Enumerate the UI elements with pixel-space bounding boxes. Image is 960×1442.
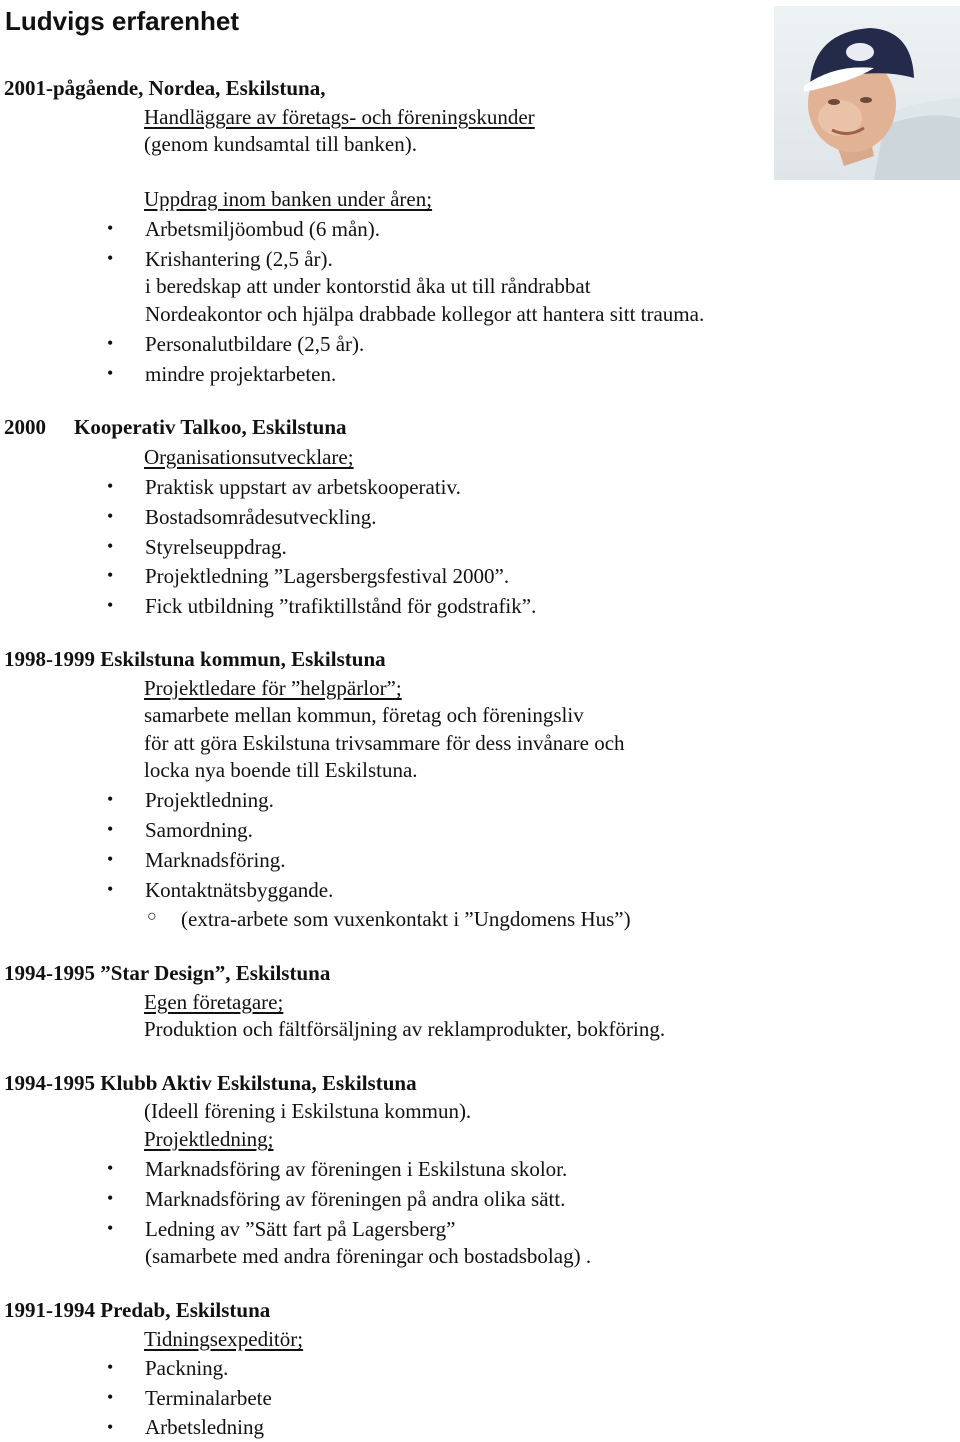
- entry-heading: 1994-1995 Klubb Aktiv Eskilstuna, Eskilstuna: [4, 1071, 417, 1095]
- list-item: Marknadsföring av föreningen i Eskilstuna skolor.: [145, 1157, 568, 1181]
- entry-heading: 1991-1994 Predab, Eskilstuna: [4, 1298, 271, 1322]
- list-item: Arbetsmiljöombud (6 mån).: [145, 217, 381, 241]
- entry-desc: Nordeakontor och hjälpa drabbade kollegor att hantera sitt trauma.: [145, 302, 705, 326]
- bullet-marker: •: [107, 506, 114, 526]
- entry-heading: Kooperativ Talkoo, Eskilstuna: [74, 415, 347, 439]
- bullet-marker: •: [107, 1218, 114, 1238]
- bullet-marker: •: [107, 1188, 114, 1208]
- list-item: Projektledning ”Lagersbergsfestival 2000”.: [145, 564, 510, 588]
- list-item: Marknadsföring.: [145, 848, 286, 872]
- bullet-marker: •: [107, 595, 114, 615]
- bullet-marker: •: [107, 789, 114, 809]
- profile-photo: [774, 6, 960, 180]
- entry-desc: (Ideell förening i Eskilstuna kommun).: [144, 1099, 472, 1123]
- bullet-marker: •: [107, 1357, 114, 1377]
- entry-heading: 2001-pågående, Nordea, Eskilstuna,: [4, 76, 326, 100]
- list-item: Terminalarbete: [145, 1386, 272, 1410]
- entry-desc: samarbete mellan kommun, företag och föreningsliv: [144, 703, 584, 727]
- list-item: Bostadsområdesutveckling.: [145, 505, 377, 529]
- entry-heading: 1994-1995 ”Star Design”, Eskilstuna: [4, 961, 331, 985]
- entry-sub-heading: Uppdrag inom banken under åren;: [144, 187, 433, 211]
- bullet-marker: •: [107, 849, 114, 869]
- entry-role: Projektledning;: [144, 1127, 274, 1151]
- list-item: Kontaktnätsbyggande.: [145, 878, 334, 902]
- list-item: Styrelseuppdrag.: [145, 535, 287, 559]
- bullet-marker: •: [107, 333, 114, 353]
- bullet-marker: •: [107, 248, 114, 268]
- list-item: Praktisk uppstart av arbetskooperativ.: [145, 475, 461, 499]
- list-item: Ledning av ”Sätt fart på Lagersberg”: [145, 1217, 456, 1241]
- list-item: mindre projektarbeten.: [145, 362, 337, 386]
- entry-desc: (samarbete med andra föreningar och bostadsbolag) .: [145, 1244, 592, 1268]
- list-item: Krishantering (2,5 år).: [145, 247, 333, 271]
- bullet-marker: •: [107, 218, 114, 238]
- bullet-marker: •: [107, 819, 114, 839]
- entry-desc: locka nya boende till Eskilstuna.: [144, 758, 418, 782]
- entry-heading: 1998-1999 Eskilstuna kommun, Eskilstuna: [4, 647, 386, 671]
- bullet-marker: •: [107, 1417, 114, 1437]
- bullet-marker: •: [107, 1158, 114, 1178]
- bullet-marker: •: [107, 565, 114, 585]
- bullet-marker: •: [107, 476, 114, 496]
- person-in-cap-photo-icon: [774, 6, 960, 180]
- entry-year: 2000: [4, 415, 46, 439]
- bullet-marker: •: [107, 363, 114, 383]
- list-item: Personalutbildare (2,5 år).: [145, 332, 365, 356]
- bullet-marker: •: [107, 536, 114, 556]
- bullet-marker: •: [107, 879, 114, 899]
- entry-role: Organisationsutvecklare;: [144, 445, 354, 469]
- sub-bullet-marker: ○: [147, 908, 157, 925]
- entry-desc: (genom kundsamtal till banken).: [144, 132, 417, 156]
- entry-role: Handläggare av företags- och föreningskunder: [144, 105, 535, 129]
- entry-role: Egen företagare;: [144, 990, 284, 1014]
- list-item: Fick utbildning ”trafiktillstånd för godstrafik”.: [145, 594, 537, 618]
- entry-desc: Produktion och fältförsäljning av reklamprodukter, bokföring.: [144, 1017, 666, 1041]
- page-title: Ludvigs erfarenhet: [5, 6, 240, 36]
- bullet-marker: •: [107, 1387, 114, 1407]
- entry-desc: för att göra Eskilstuna trivsammare för dess invånare och: [144, 731, 625, 755]
- entry-role: Projektledare för ”helgpärlor”;: [144, 676, 402, 700]
- list-item: Samordning.: [145, 818, 253, 842]
- list-item: Packning.: [145, 1356, 229, 1380]
- sub-list-item: (extra-arbete som vuxenkontakt i ”Ungdomens Hus”): [181, 907, 631, 931]
- entry-role: Tidningsexpeditör;: [144, 1327, 304, 1351]
- list-item: Projektledning.: [145, 788, 274, 812]
- list-item: Arbetsledning: [145, 1415, 264, 1439]
- list-item: Marknadsföring av föreningen på andra olika sätt.: [145, 1187, 566, 1211]
- entry-desc: i beredskap att under kontorstid åka ut till råndrabbat: [145, 274, 591, 298]
